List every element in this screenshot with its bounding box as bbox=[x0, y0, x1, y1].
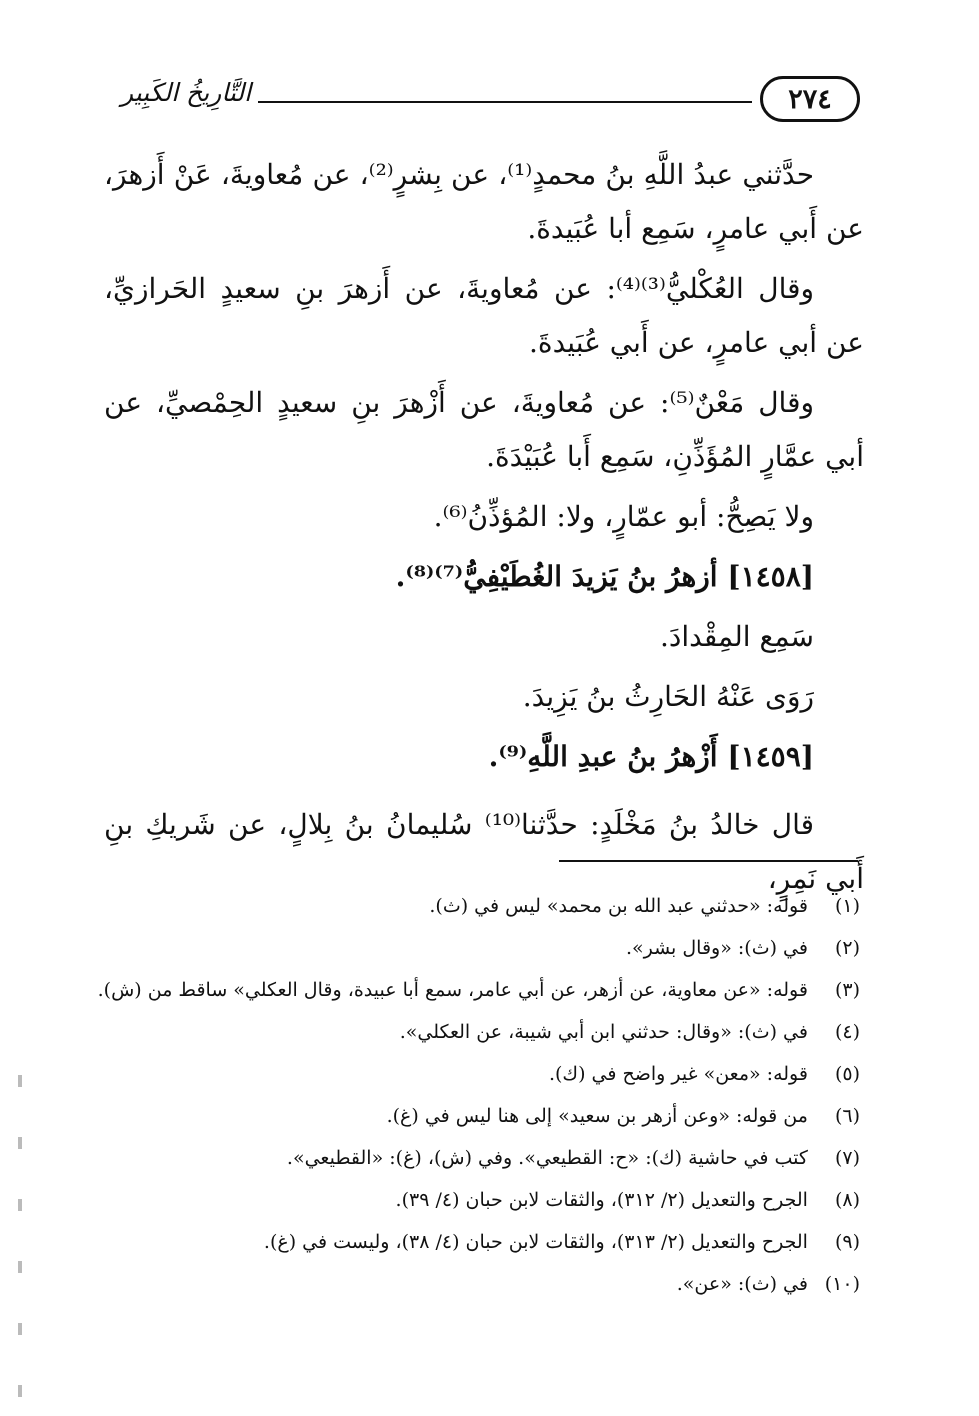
footnote-text: الجرح والتعديل (٢/ ٣١٢)، والثقات لابن حبان (٤/ ٣٩). bbox=[395, 1189, 808, 1211]
footnote-item bbox=[150, 885, 860, 927]
footnote-text: الجرح والتعديل (٢/ ٣١٣)، والثقات لابن حبان (٤/ ٣٨)، وليست في (غ). bbox=[263, 1231, 808, 1253]
paragraph: وقال العُكْليُّ⁽³⁾⁽⁴⁾: عن مُعاويةَ، عن أَزهرَ بنِ سعيدٍ الحَرازيِّ، عن أبي عامرٍ، عن أَبي عُبَيدةَ. bbox=[104, 272, 864, 359]
footnote-item bbox=[150, 1011, 860, 1053]
footnote-number: (٩) bbox=[834, 1231, 860, 1253]
footnote-text: قوله: «عن معاوية، عن أزهر، عن أبي عامر، سمع أبا عبيدة، وقال العكلي» ساقط من (ش). bbox=[97, 979, 808, 1001]
footnote-number: (٤) bbox=[834, 1021, 860, 1043]
footnote-number: (٥) bbox=[834, 1063, 860, 1085]
footnote-item bbox=[150, 927, 860, 969]
paragraph: سَمِع المِقْدادَ. bbox=[660, 620, 814, 653]
footnote-separator bbox=[559, 860, 858, 862]
footnote-text: في (ث): «عن». bbox=[676, 1273, 808, 1295]
scan-margin-marks bbox=[18, 1075, 22, 1405]
entry-heading: [١٤٥٩] أَزْهرُ بنُ عبدِ اللَّهِ⁽⁹⁾. bbox=[488, 740, 814, 773]
page-number-badge: ٢٧٤ bbox=[760, 76, 860, 122]
footnote-item bbox=[150, 1221, 860, 1263]
footnotes bbox=[97, 885, 860, 1305]
footnote-number: (١) bbox=[834, 895, 860, 917]
footnote-text: قوله: «معن» غير واضح في (ك). bbox=[548, 1063, 808, 1085]
footnote-item bbox=[150, 1053, 860, 1095]
paragraph: رَوَى عَنْهُ الحَارِثُ بنُ يَزِيدَ. bbox=[522, 680, 814, 713]
footnote-item bbox=[150, 1179, 860, 1221]
footnote-text: في (ث): «وقال بشر». bbox=[625, 937, 808, 959]
footnote-item bbox=[150, 1263, 860, 1305]
footnote-number: (٨) bbox=[834, 1189, 860, 1211]
entry-heading: [١٤٥٨] أزهرُ بنُ يَزيدَ الغُطَيْفِيُّ⁽⁷⁾⁽⁸⁾. bbox=[395, 560, 814, 593]
footnote-item bbox=[150, 1137, 860, 1179]
footnote-text: قوله: «حدثني عبد الله بن محمد» ليس في (ث). bbox=[429, 895, 808, 917]
paragraph: وقال مَعْنٌ⁽⁵⁾: عن مُعاويةَ، عن أَزْهرَ بنِ سعيدٍ الحِمْصيِّ، عن أبي عمَّارٍ المُؤَذِّنِ، سَمِع أَبا عُبَيْدَةَ. bbox=[104, 386, 864, 473]
footnote-text: من قوله: «وعن أزهر بن سعيد» إلى هنا ليس في (غ). bbox=[386, 1105, 808, 1127]
book-title: التَّارِيخُ الكَبِير bbox=[120, 78, 252, 107]
footnote-text: في (ث): «وقال: حدثني ابن أبي شيبة، عن العكلي». bbox=[399, 1021, 808, 1043]
main-text bbox=[104, 148, 864, 912]
footnote-number: (٦) bbox=[834, 1105, 860, 1127]
paragraph: قال خالدُ بنُ مَخْلَدٍ: حدَّثنا⁽¹⁰⁾ سُليمانُ بنُ بِلالٍ، عن شَريكِ بنِ أَبي نَمِرٍ، bbox=[104, 808, 864, 895]
paragraph: ولا يَصِحُّ: أبو عمّارٍ، ولا: المُؤذِّنُ⁽⁶⁾. bbox=[433, 500, 814, 533]
footnote-item bbox=[150, 1095, 860, 1137]
paragraph: حدَّثني عبدُ اللَّهِ بنُ محمدٍ⁽¹⁾، عن بِشرٍ⁽²⁾، عن مُعاويةَ، عَنْ أَزهرَ، عن أَبي عامرٍ، سَمِع أبا عُبَيدةَ. bbox=[104, 158, 864, 245]
footnote-number: (٢) bbox=[834, 937, 860, 959]
footnote-item bbox=[97, 969, 860, 1011]
footnote-number: (٧) bbox=[834, 1147, 860, 1169]
header-rule bbox=[258, 101, 752, 103]
footnote-text: كتب في حاشية (ك): «ح: القطيعي». وفي (ش)، (غ): «القطيعي». bbox=[286, 1147, 808, 1169]
page-header bbox=[118, 76, 860, 132]
footnote-number: (٣) bbox=[834, 979, 860, 1001]
footnote-number: (١٠) bbox=[824, 1273, 860, 1295]
